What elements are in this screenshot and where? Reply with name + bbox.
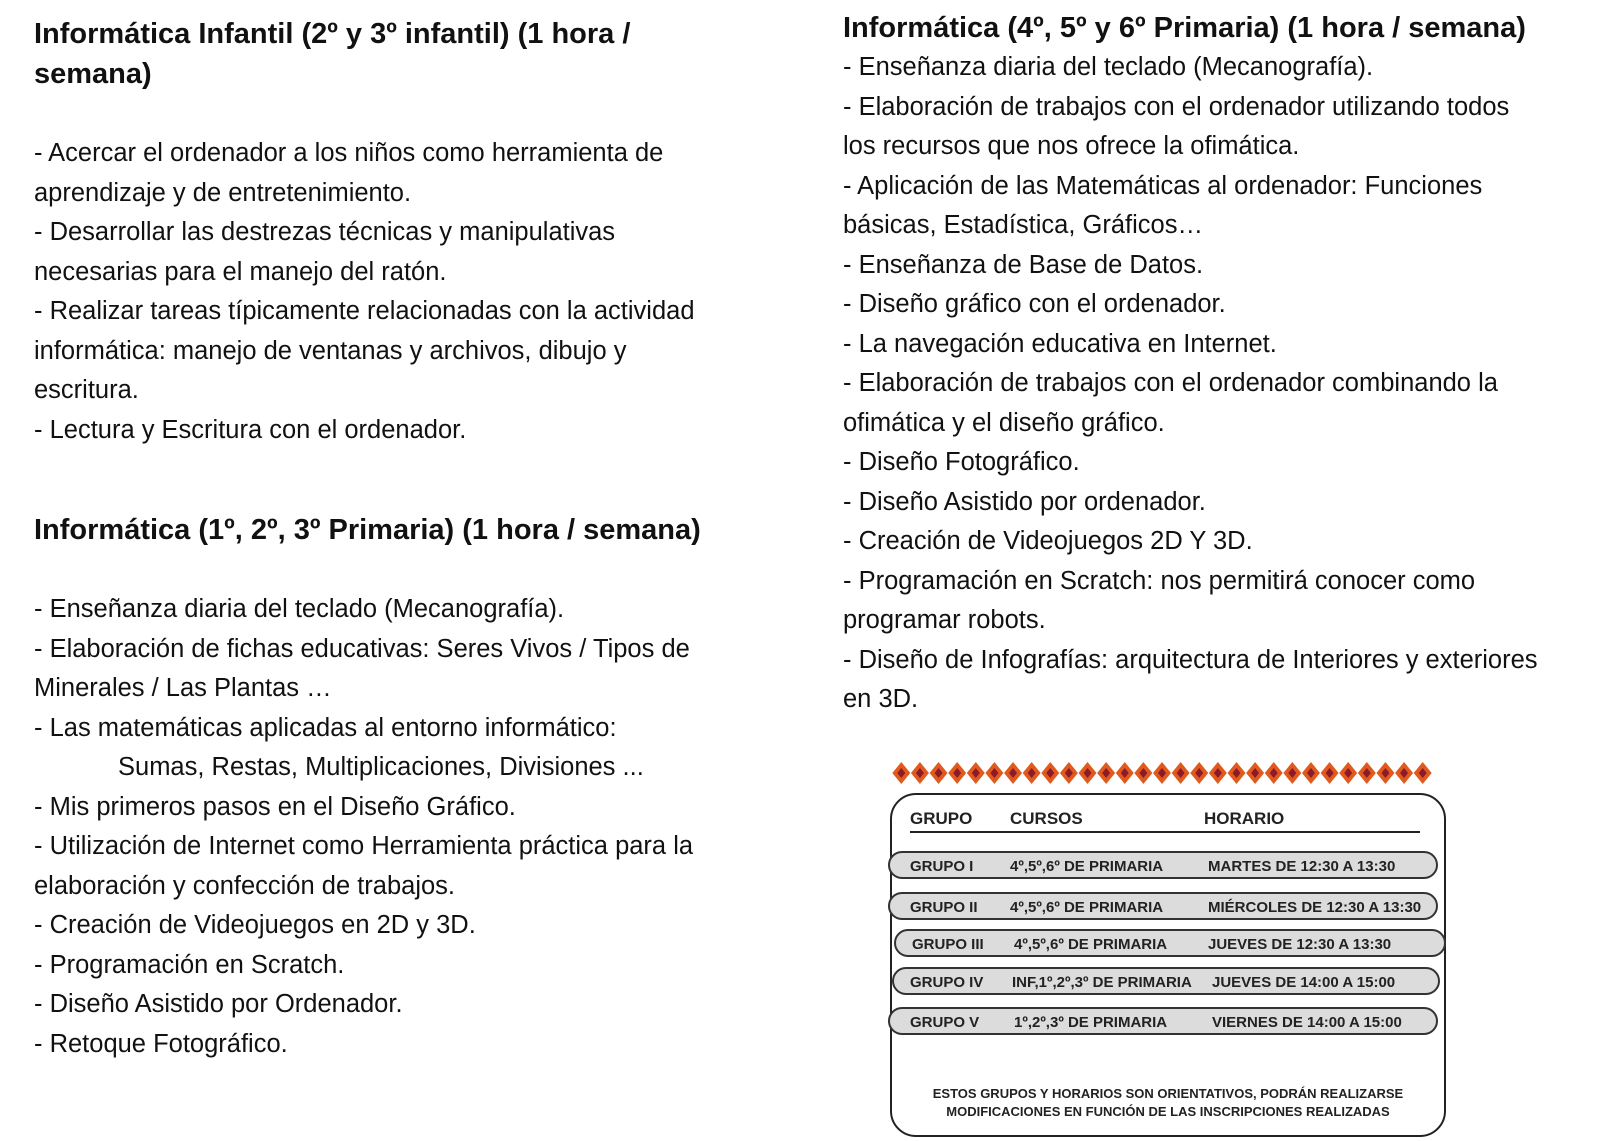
list-line: - Creación de Videojuegos en 2D y 3D. (34, 911, 476, 939)
row-horario: MIÉRCOLES DE 12:30 A 13:30 (1208, 899, 1422, 916)
schedule-row (888, 1007, 1438, 1035)
list-line: - Realizar tareas típicamente relacionadas con la actividad (34, 297, 695, 325)
list-line: - Enseñanza diaria del teclado (Mecanografía). (34, 595, 565, 623)
list-line: aprendizaje y de entretenimiento. (34, 178, 412, 207)
list-line: necesarias para el manejo del ratón. (34, 257, 447, 286)
schedule-header (910, 807, 1420, 833)
list-line: - Aplicación de las Matemáticas al ordenador: Funciones (843, 171, 1483, 200)
section-title-primaria-456: Informática (4º, 5º y 6º Primaria) (1 hora / semana) (843, 12, 1526, 44)
title-line: semana) (34, 58, 152, 90)
list-line: - Diseño de Infografías: arquitectura de Interiores y exteriores (843, 645, 1538, 674)
left-column (34, 14, 754, 1064)
objectives-list-infantil (34, 134, 754, 450)
list-line: - Programación en Scratch. (34, 950, 345, 979)
list-line: Sumas, Restas, Multiplicaciones, Divisiones ... (118, 753, 644, 781)
header-cursos: CURSOS (1010, 809, 1083, 828)
note-line: MODIFICACIONES EN FUNCIÓN DE LAS INSCRIPCIONES REALIZADAS (946, 1104, 1390, 1119)
schedule-note (892, 1085, 1444, 1121)
right-column (843, 8, 1573, 720)
schedule-table (890, 793, 1446, 1137)
list-line: - Acercar el ordenador a los niños como herramienta de (34, 139, 664, 167)
list-line: - Programación en Scratch: nos permitirá conocer como (843, 566, 1476, 595)
schedule-row (888, 851, 1438, 879)
list-line: escritura. (34, 376, 139, 404)
list-line: - Retoque Fotográfico. (34, 1029, 288, 1058)
row-cursos: 4º,5º,6º DE PRIMARIA (1014, 936, 1168, 953)
list-line: - Enseñanza diaria del teclado (Mecanografía). (843, 53, 1374, 81)
list-line: en 3D. (843, 685, 919, 713)
list-line: los recursos que nos ofrece la ofimática. (843, 132, 1300, 160)
list-line: - Mis primeros pasos en el Diseño Gráfico. (34, 792, 516, 821)
decorative-diamond-border (892, 758, 1432, 788)
list-line: informática: manejo de ventanas y archivos, dibujo y (34, 336, 627, 365)
row-cursos: 4º,5º,6º DE PRIMARIA (1010, 899, 1164, 916)
schedule-row (888, 892, 1438, 920)
list-line: - Diseño Fotográfico. (843, 448, 1080, 476)
row-cursos: 1º,2º,3º DE PRIMARIA (1014, 1014, 1168, 1031)
list-line: - Las matemáticas aplicadas al entorno informático: (34, 713, 617, 742)
row-grupo: GRUPO III (912, 936, 984, 953)
list-line: - Elaboración de fichas educativas: Seres Vivos / Tipos de (34, 634, 690, 663)
row-grupo: GRUPO II (910, 899, 978, 916)
note-line: ESTOS GRUPOS Y HORARIOS SON ORIENTATIVOS, PODRÁN REALIZARSE (932, 1086, 1404, 1101)
schedule-row (894, 929, 1446, 957)
list-line: programar robots. (843, 606, 1046, 634)
list-line: - La navegación educativa en Internet. (843, 329, 1277, 358)
list-line: - Lectura y Escritura con el ordenador. (34, 415, 467, 444)
row-grupo: GRUPO I (910, 858, 974, 875)
schedule-row (892, 967, 1440, 995)
objectives-list-primaria-456 (843, 48, 1573, 720)
list-line: - Desarrollar las destrezas técnicas y manipulativas (34, 218, 616, 246)
row-horario: JUEVES DE 14:00 A 15:00 (1212, 974, 1396, 991)
row-horario: VIERNES DE 14:00 A 15:00 (1212, 1014, 1402, 1031)
list-line: - Utilización de Internet como Herramienta práctica para la (34, 832, 694, 860)
header-horario: HORARIO (1204, 809, 1285, 828)
row-horario: MARTES DE 12:30 A 13:30 (1208, 858, 1396, 875)
list-line: - Diseño gráfico con el ordenador. (843, 290, 1226, 318)
row-cursos: INF,1º,2º,3º DE PRIMARIA (1012, 974, 1192, 991)
title-line: Informática Infantil (2º y 3º infantil) (1 hora / (34, 18, 631, 50)
list-line: - Diseño Asistido por ordenador. (843, 487, 1206, 516)
row-horario: JUEVES DE 12:30 A 13:30 (1208, 936, 1392, 953)
objectives-list-primaria-123 (34, 590, 754, 1064)
header-grupo: GRUPO (910, 809, 973, 828)
list-line: Minerales / Las Plantas … (34, 674, 332, 702)
list-line: ofimática y el diseño gráfico. (843, 408, 1165, 437)
row-grupo: GRUPO IV (910, 974, 984, 991)
list-line: - Elaboración de trabajos con el ordenador utilizando todos (843, 92, 1510, 121)
section-title-infantil (34, 14, 754, 94)
list-line: básicas, Estadística, Gráficos… (843, 211, 1203, 239)
list-line: - Enseñanza de Base de Datos. (843, 250, 1204, 279)
list-line: - Diseño Asistido por Ordenador. (34, 990, 403, 1018)
row-grupo: GRUPO V (910, 1014, 980, 1031)
section-title-primaria-123: Informática (1º, 2º, 3º Primaria) (1 hora / semana) (34, 514, 701, 546)
row-cursos: 4º,5º,6º DE PRIMARIA (1010, 858, 1164, 875)
list-line: elaboración y confección de trabajos. (34, 871, 456, 900)
list-line: - Elaboración de trabajos con el ordenador combinando la (843, 369, 1498, 397)
list-line: - Creación de Videojuegos 2D Y 3D. (843, 527, 1253, 555)
